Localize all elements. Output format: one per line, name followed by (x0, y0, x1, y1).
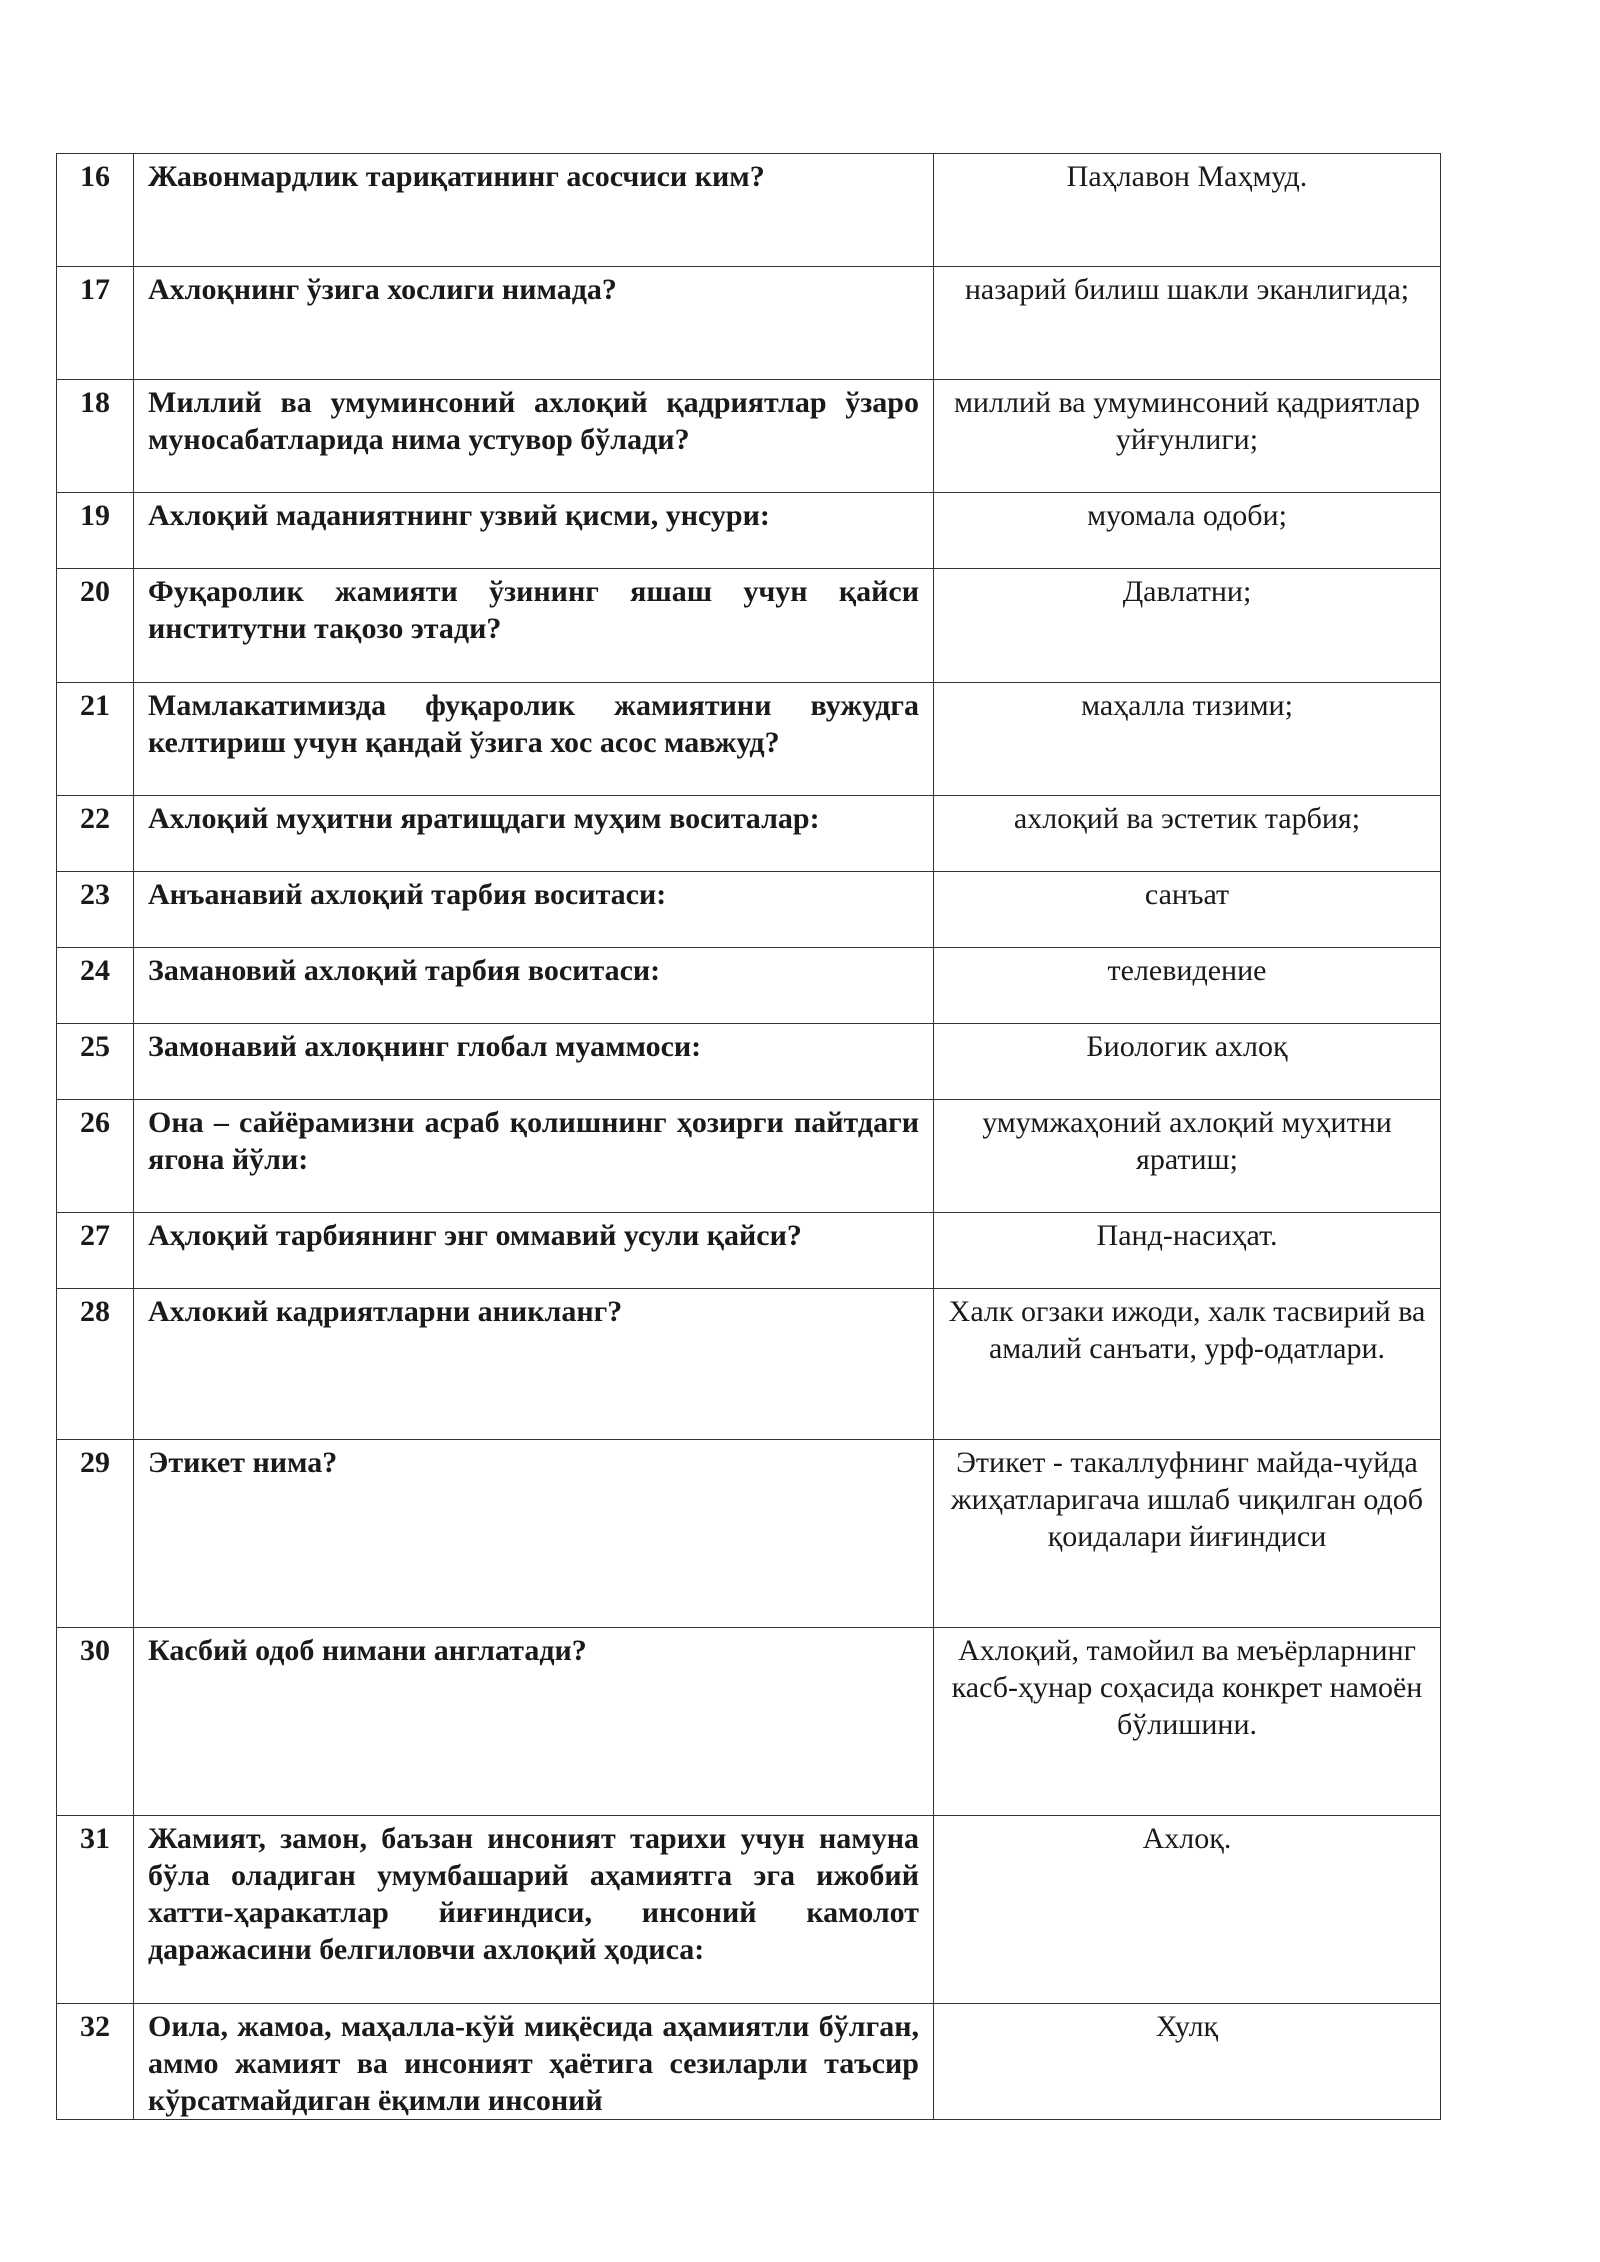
question-cell: Жамият, замон, баъзан инсоният тарихи учун намуна бўла оладиган умумбашарий аҳамиятга эга ижобий хатти-ҳаракатлар йиғиндиси, инсоний камолот даражасини белгиловчи ахлоқий ҳодиса: (134, 1816, 934, 2004)
answer-cell: Хулқ (934, 2004, 1441, 2120)
answer-cell: Давлатни; (934, 569, 1441, 683)
table-row (57, 796, 1441, 872)
question-cell: Оила, жамоа, маҳалла-кўй миқёсида аҳамиятли бўлган, аммо жамият ва инсоният ҳаётига сезиларли таъсир кўрсатмайдиган ёқимли инсоний (134, 2004, 934, 2120)
row-number: 23 (57, 872, 134, 948)
table-row (57, 2004, 1441, 2120)
answer-cell: санъат (934, 872, 1441, 948)
table-row (57, 1816, 1441, 2004)
row-number: 19 (57, 493, 134, 569)
row-number: 22 (57, 796, 134, 872)
question-cell: Анъанавий ахлоқий тарбия воситаси: (134, 872, 934, 948)
question-cell: Касбий одоб нимани англатади? (134, 1628, 934, 1816)
table-row (57, 1100, 1441, 1213)
answer-cell: Ахлоқ. (934, 1816, 1441, 2004)
row-number: 17 (57, 267, 134, 380)
table-row (57, 683, 1441, 796)
answer-cell: муомала одоби; (934, 493, 1441, 569)
question-cell: Жавонмардлик тариқатининг асосчиси ким? (134, 154, 934, 267)
questions-table (56, 153, 1441, 2120)
row-number: 28 (57, 1289, 134, 1440)
answer-cell: Панд-насиҳат. (934, 1213, 1441, 1289)
table-row (57, 872, 1441, 948)
row-number: 20 (57, 569, 134, 683)
table-row (57, 1628, 1441, 1816)
answer-cell: ахлоқий ва эстетик тарбия; (934, 796, 1441, 872)
row-number: 26 (57, 1100, 134, 1213)
row-number: 29 (57, 1440, 134, 1628)
table-row (57, 1024, 1441, 1100)
answer-cell: Паҳлавон Маҳмуд. (934, 154, 1441, 267)
question-cell: Замонавий ахлоқнинг глобал муаммоси: (134, 1024, 934, 1100)
question-cell: Фуқаролик жамияти ўзининг яшаш учун қайси институтни тақозо этади? (134, 569, 934, 683)
table-row (57, 948, 1441, 1024)
table-row (57, 493, 1441, 569)
answer-cell: Халк огзаки ижоди, халк тасвирий ва амалий санъати, урф-одатлари. (934, 1289, 1441, 1440)
answer-cell: Этикет - такаллуфнинг майда-чуйда жиҳатларигача ишлаб чиқилган одоб қоидалари йиғиндиси (934, 1440, 1441, 1628)
table-row (57, 1213, 1441, 1289)
row-number: 30 (57, 1628, 134, 1816)
row-number: 25 (57, 1024, 134, 1100)
question-cell: Ахлоқий муҳитни яратищдаги муҳим воситалар: (134, 796, 934, 872)
question-cell: Ахлоқий маданиятнинг узвий қисми, унсури: (134, 493, 934, 569)
answer-cell: телевидение (934, 948, 1441, 1024)
table-row (57, 380, 1441, 493)
question-cell: Миллий ва умуминсоний ахлоқий қадриятлар ўзаро муносабатларида нима устувор бўлади? (134, 380, 934, 493)
table-row (57, 154, 1441, 267)
table-row (57, 1440, 1441, 1628)
answer-cell: назарий билиш шакли эканлигида; (934, 267, 1441, 380)
question-cell: Ахлоқнинг ўзига хослиги нимада? (134, 267, 934, 380)
question-cell: Замановий ахлоқий тарбия воситаси: (134, 948, 934, 1024)
answer-cell: миллий ва умуминсоний қадриятлар уйғунлиги; (934, 380, 1441, 493)
row-number: 32 (57, 2004, 134, 2120)
question-cell: Этикет нима? (134, 1440, 934, 1628)
answer-cell: Биологик ахлоқ (934, 1024, 1441, 1100)
answer-cell: маҳалла тизими; (934, 683, 1441, 796)
row-number: 21 (57, 683, 134, 796)
row-number: 27 (57, 1213, 134, 1289)
row-number: 16 (57, 154, 134, 267)
row-number: 18 (57, 380, 134, 493)
question-cell: Она – сайёрамизни асраб қолишнинг ҳозирги пайтдаги ягона йўли: (134, 1100, 934, 1213)
row-number: 24 (57, 948, 134, 1024)
answer-cell: умумжаҳоний ахлоқий муҳитни яратиш; (934, 1100, 1441, 1213)
table-row (57, 267, 1441, 380)
answer-cell: Ахлоқий, тамойил ва меъёрларнинг касб-ҳунар соҳасида конкрет намоён бўлишини. (934, 1628, 1441, 1816)
table-row (57, 569, 1441, 683)
question-cell: Мамлакатимизда фуқаролик жамиятини вужудга келтириш учун қандай ўзига хос асос мавжуд? (134, 683, 934, 796)
row-number: 31 (57, 1816, 134, 2004)
question-cell: Аҳлоқий тарбиянинг энг оммавий усули қайси? (134, 1213, 934, 1289)
table-row (57, 1289, 1441, 1440)
question-cell: Ахлокий кадриятларни аникланг? (134, 1289, 934, 1440)
